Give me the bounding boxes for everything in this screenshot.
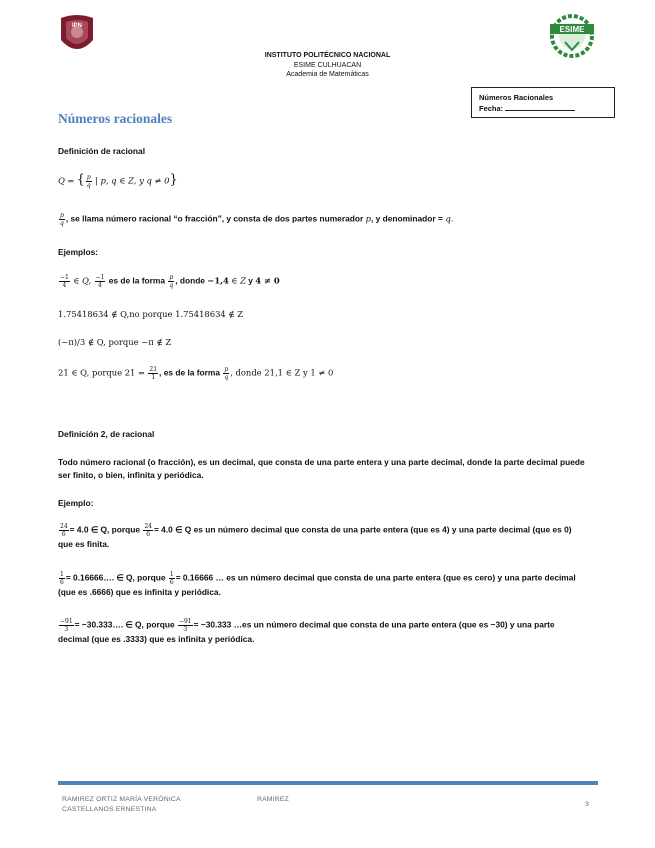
author-2: CASTELLANOS ERNESTINA <box>62 806 157 813</box>
def1-sentence: $\frac{p}{q}$ , se llama número racional “o fracción”, y consta de dos partes numerador p, y denominador = q. <box>60 212 454 227</box>
def2-text: Todo número racional (o fracción), es un decimal, que consta de una parte entera y una parte decimal, donde la parte decimal puede ser finito, o bien, infinita y periódica. <box>58 457 585 480</box>
example-3: (−π)/3 ∉ Q, porque −π ∉ Z <box>58 337 172 347</box>
example-heading: Ejemplo: <box>58 498 94 508</box>
institution-header <box>200 51 455 80</box>
esime-logo-text: ESIME <box>559 25 585 34</box>
example-1: $\frac{-1}{4}$ ∈ Q, $\frac{-1}{4}$ es de la forma $\frac{p}{q}$ , donde −1,4 ∈ Z y 4 ≠ 0 <box>60 274 280 289</box>
esime-logo-icon <box>548 14 596 58</box>
page-title: Números racionales <box>58 111 173 126</box>
institution-name: INSTITUTO POLITÉCNICO NACIONAL <box>264 52 391 59</box>
footer-bar <box>58 781 598 785</box>
date-label: Fecha: <box>479 104 504 113</box>
example-2: 1.75418634 ∉ Q,no porque 1.75418634 ∉ Z <box>58 309 244 319</box>
date-line <box>505 103 575 111</box>
examples-heading: Ejemplos: <box>58 247 99 257</box>
example-decimal-2: $\frac{1}{6}$ = 0.16666…. ∈ Q, porque $\frac{1}{6}$ = 0.16666 … es un número decimal que consta de una parte entera (que es cero) y una parte decimal (que es .6666) que es infinita y periódica. <box>58 571 576 597</box>
set-definition-formula: Q = { $\frac{p}{q}$ | p, q ∈ Z, y q ≠ 0} <box>58 172 178 189</box>
topic-label: Números Racionales <box>479 93 554 102</box>
footer-authors <box>62 795 181 815</box>
def1-heading: Definición de racional <box>58 146 146 156</box>
topic-box <box>471 87 615 118</box>
ipn-logo-text: IPN <box>71 23 83 29</box>
school-name: ESIME CULHUACAN <box>293 61 362 69</box>
example-decimal-1: $\frac{24}{6}$ = 4.0 ∈ Q, porque $\frac{24}{6}$ = 4.0 ∈ Q es un número decimal que consta de una parte entera (que es 4) y una parte decimal (que es 0) que es finita. <box>58 523 572 549</box>
author-1-surname: RAMIREZ <box>257 796 289 803</box>
page-number: 3 <box>585 801 589 808</box>
def2-heading: Definición 2, de racional <box>58 429 155 439</box>
ipn-logo-icon <box>58 14 96 56</box>
academy-name: Academia de Matemáticas <box>286 71 369 78</box>
example-4: 21 ∈ Q, porque 21 = $\frac{21}{1}$ , es de la forma $\frac{p}{q}$ , donde 21,1 ∈ Z y 1 ≠ 0 <box>58 366 334 381</box>
author-1: RAMIREZ ORTIZ MARÍA VERÓNICA <box>62 796 181 803</box>
example-decimal-3: $\frac{-91}{3}$ = −30.333…. ∈ Q, porque $\frac{-91}{3}$ = −30.333 …es un número decimal que consta de una parte entera (que es −30) y una parte decimal (que es .3333) que es infinita y periódica. <box>58 618 555 644</box>
